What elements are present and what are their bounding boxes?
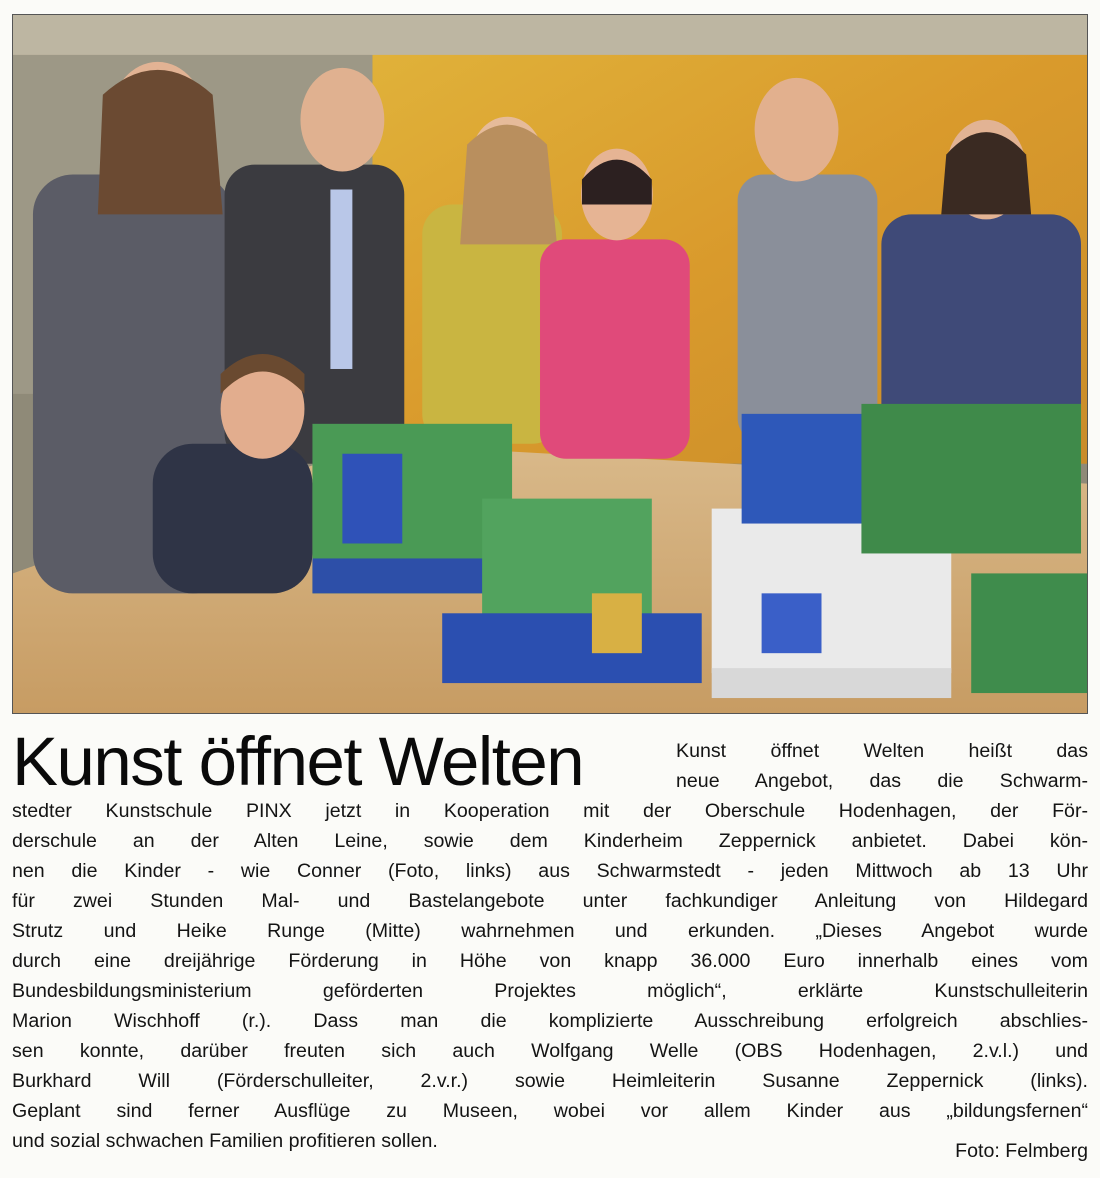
body-line: Marion Wischhoff (r.). Dass man die komplizierte Ausschreibung erfolgreich abschlies- bbox=[12, 1010, 1088, 1032]
article-photo bbox=[12, 14, 1088, 714]
body-line: Burkhard Will (Förderschulleiter, 2.v.r.) sowie Heimleiterin Susanne Zeppernick (links). bbox=[12, 1070, 1088, 1092]
body-line: durch eine dreijährige Förderung in Höhe von knapp 36.000 Euro innerhalb eines vom bbox=[12, 950, 1088, 972]
right-green-box bbox=[971, 573, 1087, 693]
group-photo-illustration bbox=[13, 15, 1087, 713]
body-line: neue Angebot, das die Schwarm- bbox=[676, 770, 1088, 792]
article-headline: Kunst öffnet Welten bbox=[12, 723, 584, 800]
body-line: Strutz und Heike Runge (Mitte) wahrnehmen und erkunden. „Dieses Angebot wurde bbox=[12, 920, 1088, 942]
article-body bbox=[12, 796, 1088, 1156]
body-line: derschule an der Alten Leine, sowie dem Kinderheim Zeppernick anbietet. Dabei kön- bbox=[12, 830, 1088, 852]
craft-box-1 bbox=[312, 424, 512, 594]
body-line: Bundesbildungsministerium geförderten Projektes möglich“, erklärte Kunstschulleiterin bbox=[12, 980, 1088, 1002]
body-line: sen konnte, darüber freuten sich auch Wolfgang Welle (OBS Hodenhagen, 2.v.l.) und bbox=[12, 1040, 1088, 1062]
body-line: Kunst öffnet Welten heißt das bbox=[676, 740, 1088, 762]
body-line: Geplant sind ferner Ausflüge zu Museen, wobei vor allem Kinder aus „bildungsfernen“ bbox=[12, 1100, 1088, 1122]
body-line: und sozial schwachen Familien profitieren sollen. bbox=[12, 1130, 438, 1152]
body-line: für zwei Stunden Mal- und Bastelangebote unter fachkundiger Anleitung von Hildegard bbox=[12, 890, 1088, 912]
article-body-first-column bbox=[676, 736, 1088, 796]
photo-credit: Foto: Felmberg bbox=[955, 1140, 1088, 1162]
top-board bbox=[13, 15, 1087, 55]
body-line: stedter Kunstschule PINX jetzt in Kooperation mit der Oberschule Hodenhagen, der För- bbox=[12, 800, 1088, 822]
body-line: nen die Kinder - wie Conner (Foto, links) aus Schwarmstedt - jeden Mittwoch ab 13 Uhr bbox=[12, 860, 1088, 882]
